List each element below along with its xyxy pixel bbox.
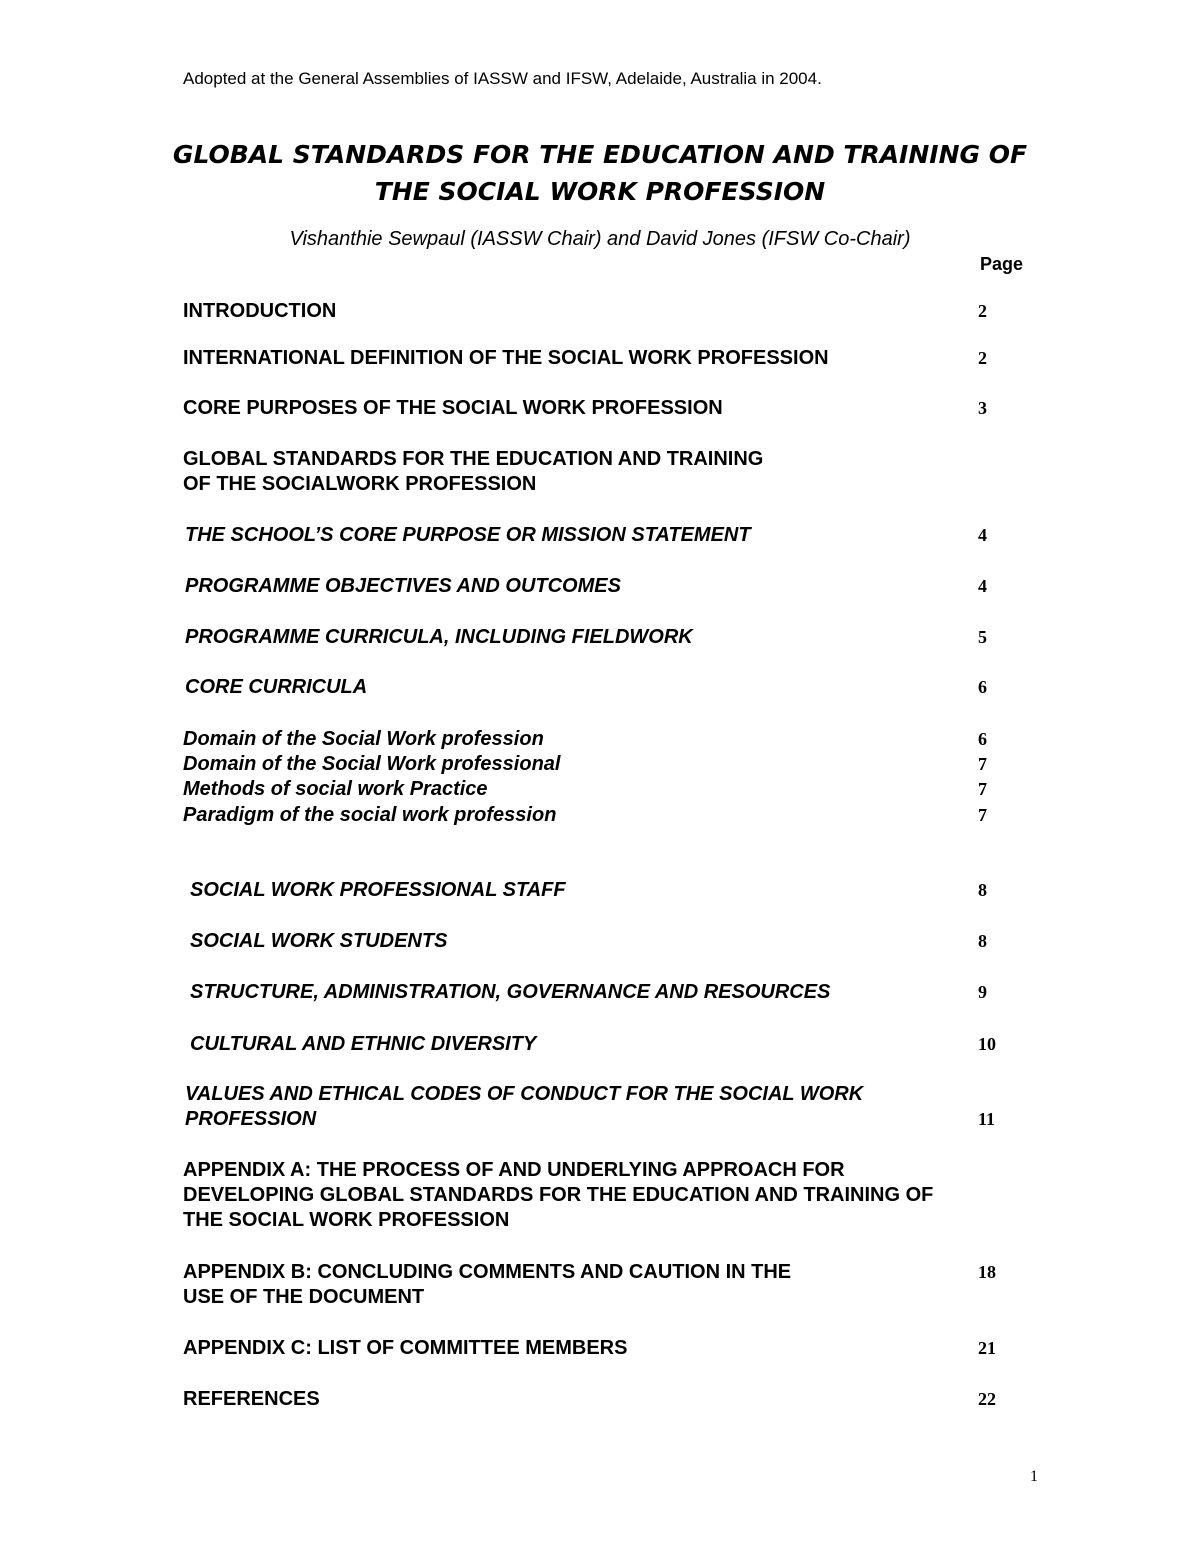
toc-entry-page: 2 bbox=[978, 301, 987, 321]
toc-entry-title-continued: THE SOCIAL WORK PROFESSION bbox=[183, 1209, 510, 1231]
toc-entry-page: 4 bbox=[978, 576, 987, 596]
toc-entry-title: SOCIAL WORK PROFESSIONAL STAFF bbox=[190, 879, 566, 901]
toc-entry-page: 11 bbox=[978, 1109, 996, 1129]
toc-entry-page: 9 bbox=[978, 982, 987, 1002]
page-column-header: Page bbox=[980, 254, 1024, 274]
document-title bbox=[150, 136, 1050, 210]
toc-entry-title-continued: DEVELOPING GLOBAL STANDARDS FOR THE EDUCATION AND TRAINING OF bbox=[183, 1184, 934, 1206]
toc-entry-title: REFERENCES bbox=[183, 1388, 320, 1410]
toc-entry-page: 3 bbox=[978, 398, 987, 418]
toc-entry-title: Paradigm of the social work profession bbox=[183, 804, 557, 826]
toc-entry-title: Methods of social work Practice bbox=[183, 778, 488, 800]
toc-entry-title-continued: PROFESSION bbox=[185, 1108, 317, 1130]
toc-entry-title: STRUCTURE, ADMINISTRATION, GOVERNANCE AND RESOURCES bbox=[190, 981, 831, 1003]
toc-entry-title: APPENDIX A: THE PROCESS OF AND UNDERLYING APPROACH FOR bbox=[183, 1159, 845, 1181]
toc-entry-page: 7 bbox=[978, 754, 987, 774]
toc-entry-page: 8 bbox=[978, 931, 987, 951]
toc-entry-title: GLOBAL STANDARDS FOR THE EDUCATION AND TRAINING bbox=[183, 448, 764, 470]
toc-entry-page: 4 bbox=[978, 525, 987, 545]
toc-entry-title: CORE PURPOSES OF THE SOCIAL WORK PROFESSION bbox=[183, 397, 723, 419]
toc-entry-title: VALUES AND ETHICAL CODES OF CONDUCT FOR THE SOCIAL WORK bbox=[185, 1083, 864, 1105]
toc-entry-page: 2 bbox=[978, 348, 987, 368]
title-line-1: GLOBAL STANDARDS FOR THE EDUCATION AND TRAINING OF bbox=[172, 140, 1028, 169]
toc-entry-title: THE SCHOOL’S CORE PURPOSE OR MISSION STATEMENT bbox=[185, 524, 751, 546]
toc-entry-title: APPENDIX C: LIST OF COMMITTEE MEMBERS bbox=[183, 1337, 628, 1359]
toc-entry-page: 10 bbox=[978, 1034, 996, 1054]
toc-entry-page: 6 bbox=[978, 729, 987, 749]
toc-entry-title: CORE CURRICULA bbox=[185, 676, 368, 698]
toc-entry-page: 7 bbox=[978, 779, 987, 799]
toc-entry-title: PROGRAMME OBJECTIVES AND OUTCOMES bbox=[185, 575, 621, 597]
toc-entry-page: 21 bbox=[978, 1338, 996, 1358]
title-line-2: THE SOCIAL WORK PROFESSION bbox=[374, 177, 826, 206]
toc-entry-title: Domain of the Social Work profession bbox=[183, 728, 544, 750]
toc-entry-title: CULTURAL AND ETHNIC DIVERSITY bbox=[190, 1033, 537, 1055]
toc-entry-title: INTERNATIONAL DEFINITION OF THE SOCIAL WORK PROFESSION bbox=[183, 347, 829, 369]
toc-entry-title: PROGRAMME CURRICULA, INCLUDING FIELDWORK bbox=[185, 626, 693, 648]
authors: Vishanthie Sewpaul (IASSW Chair) and David Jones (IFSW Co-Chair) bbox=[289, 228, 911, 250]
toc-entry-title: APPENDIX B: CONCLUDING COMMENTS AND CAUTION IN THE bbox=[183, 1261, 792, 1283]
toc-entry-title: SOCIAL WORK STUDENTS bbox=[190, 930, 448, 952]
toc-entry-title-continued: USE OF THE DOCUMENT bbox=[183, 1286, 425, 1308]
toc-entry-page: 5 bbox=[978, 627, 987, 647]
toc-entry-title: INTRODUCTION bbox=[183, 300, 337, 322]
toc-entry-title-continued: OF THE SOCIALWORK PROFESSION bbox=[183, 473, 537, 495]
page-number: 1 bbox=[1030, 1468, 1038, 1485]
toc-entry-page: 7 bbox=[978, 805, 987, 825]
toc-entry-page: 8 bbox=[978, 880, 987, 900]
toc-entry-page: 18 bbox=[978, 1262, 996, 1282]
toc-entry-title: Domain of the Social Work professional bbox=[183, 753, 561, 775]
toc-entry-page: 22 bbox=[978, 1389, 996, 1409]
header-note: Adopted at the General Assemblies of IASSW and IFSW, Adelaide, Australia in 2004. bbox=[183, 69, 822, 88]
toc-entry-page: 6 bbox=[978, 677, 987, 697]
